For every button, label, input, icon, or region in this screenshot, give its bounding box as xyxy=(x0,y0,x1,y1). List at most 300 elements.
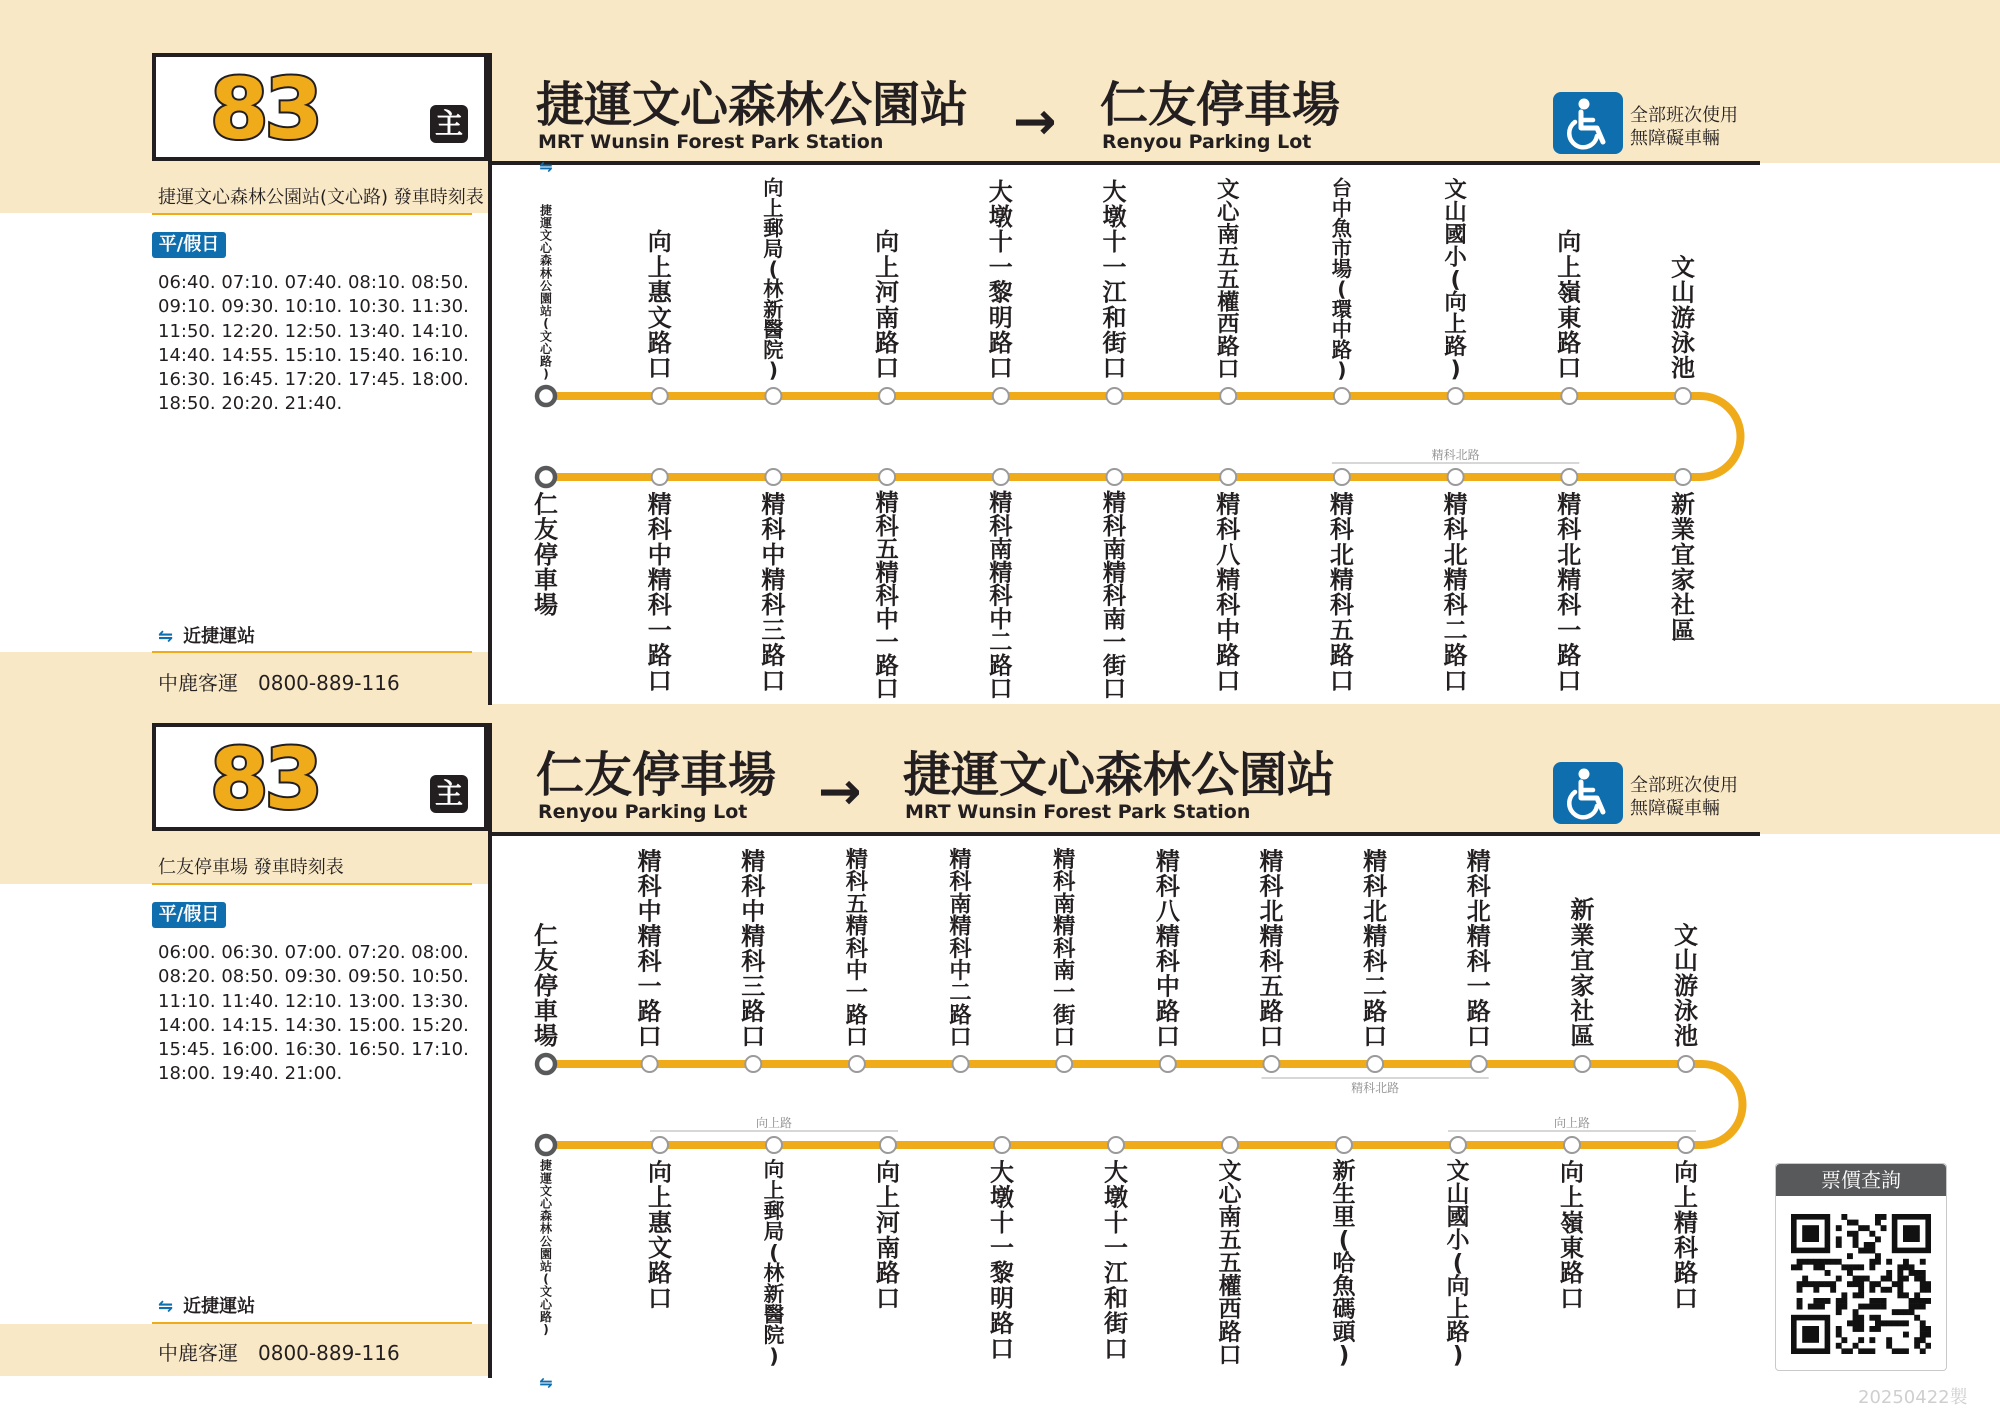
qr-module xyxy=(1858,1315,1864,1321)
qr-module xyxy=(1853,1326,1859,1332)
qr-module xyxy=(1864,1304,1870,1310)
qr-code[interactable] xyxy=(1791,1214,1931,1354)
stop-label: 文山游泳池 xyxy=(1671,253,1695,383)
qr-module xyxy=(1830,1281,1836,1287)
qr-module xyxy=(1875,1259,1881,1265)
bus-stop xyxy=(1336,1137,1352,1153)
qr-module xyxy=(1886,1287,1892,1293)
qr-module xyxy=(1881,1276,1887,1282)
qr-module xyxy=(1920,1270,1926,1276)
qr-module xyxy=(1897,1287,1903,1293)
stop-label: 向上精科路口 xyxy=(1674,1158,1698,1313)
qr-module xyxy=(1830,1287,1836,1293)
qr-module xyxy=(1881,1298,1887,1304)
stop-label: 大墩十一江和街口 xyxy=(1104,1158,1128,1363)
stop-label: 向上郵局(林新醫院) xyxy=(763,1157,785,1368)
bus-stop xyxy=(1561,469,1577,485)
qr-module xyxy=(1920,1259,1926,1265)
times-row: 14:40. 14:55. 15:10. 15:40. 16:10. xyxy=(158,344,469,366)
origin-station-en: Renyou Parking Lot xyxy=(538,801,748,823)
stop-label: 精科南精科中二路口 xyxy=(989,489,1013,703)
stop-label: 大墩十一黎明路口 xyxy=(990,1158,1014,1363)
qr-module xyxy=(1858,1326,1864,1332)
qr-module xyxy=(1847,1231,1853,1237)
stop-label: 新業宜家社區 xyxy=(1570,896,1595,1051)
qr-module xyxy=(1858,1281,1864,1287)
mrt-icon: ⇋ xyxy=(158,1296,174,1317)
bus-stop xyxy=(1367,1056,1383,1072)
qr-module xyxy=(1853,1309,1859,1315)
qr-module xyxy=(1858,1287,1864,1293)
bus-stop xyxy=(880,1137,896,1153)
stop-label: 精科北精科一路口 xyxy=(1466,847,1491,1051)
stop-label: 捷運文心森林公園站(文心路) xyxy=(539,1158,553,1337)
qr-module xyxy=(1836,1343,1842,1349)
bus-stop xyxy=(1107,388,1123,404)
qr-module xyxy=(1808,1281,1814,1287)
main-route-badge: 主 xyxy=(430,105,468,143)
bus-stop xyxy=(745,1056,761,1072)
qr-module xyxy=(1903,1259,1909,1265)
bus-stop xyxy=(1160,1056,1176,1072)
times-row: 08:20. 08:50. 09:30. 09:50. 10:50. xyxy=(158,966,469,988)
qr-module xyxy=(1819,1281,1825,1287)
qr-module xyxy=(1841,1337,1847,1343)
terminal-stop xyxy=(537,387,555,405)
qr-module xyxy=(1847,1348,1853,1354)
qr-module xyxy=(1886,1270,1892,1276)
qr-module xyxy=(1875,1315,1881,1321)
qr-module xyxy=(1925,1343,1931,1349)
stop-label: 精科北精科二路口 xyxy=(1443,490,1468,695)
stop-label: 新生里(哈魚碼頭) xyxy=(1332,1158,1356,1369)
bus-stop xyxy=(652,1137,668,1153)
stop-label: 捷運文心森林公園站(文心路) xyxy=(539,203,553,382)
qr-module xyxy=(1897,1320,1903,1326)
qr-module xyxy=(1797,1281,1803,1287)
stop-label: 精科北精科一路口 xyxy=(1557,490,1582,695)
qr-module xyxy=(1925,1332,1931,1338)
qr-module xyxy=(1875,1214,1881,1220)
qr-finder xyxy=(1802,1225,1819,1242)
qr-module xyxy=(1853,1236,1859,1242)
qr-module xyxy=(1825,1270,1831,1276)
times-row: 06:40. 07:10. 07:40. 08:10. 08:50. xyxy=(158,272,469,293)
qr-module xyxy=(1869,1287,1875,1293)
qr-module xyxy=(1847,1270,1853,1276)
qr-module xyxy=(1802,1276,1808,1282)
day-type-badge: 平/假日 xyxy=(152,902,226,928)
qr-module xyxy=(1853,1242,1859,1248)
bus-stop xyxy=(1471,1056,1487,1072)
bus-stop xyxy=(1263,1056,1279,1072)
stop-label: 大墩十一江和街口 xyxy=(1102,177,1127,383)
stop-label: 文山游泳池 xyxy=(1674,921,1698,1051)
qr-module xyxy=(1914,1315,1920,1321)
qr-module xyxy=(1847,1320,1853,1326)
qr-module xyxy=(1869,1326,1875,1332)
stop-label: 向上惠文路口 xyxy=(648,1158,672,1313)
route-number: 83 xyxy=(210,60,319,158)
bus-stop xyxy=(879,388,895,404)
stop-label: 精科南精科中二路口 xyxy=(949,846,972,1051)
qr-module xyxy=(1903,1292,1909,1298)
qr-module xyxy=(1881,1214,1887,1220)
qr-module xyxy=(1791,1264,1797,1270)
qr-module xyxy=(1881,1320,1887,1326)
qr-module xyxy=(1797,1264,1803,1270)
bus-stop xyxy=(1334,469,1350,485)
stop-label: 精科中精科三路口 xyxy=(761,490,786,695)
times-row: 14:00. 14:15. 14:30. 15:00. 15:20. xyxy=(158,1014,469,1036)
stop-label: 精科中精科一路口 xyxy=(647,490,672,695)
bus-stop xyxy=(1108,1137,1124,1153)
qr-module xyxy=(1881,1287,1887,1293)
qr-module xyxy=(1858,1320,1864,1326)
bus-stop xyxy=(879,469,895,485)
qr-module xyxy=(1841,1292,1847,1298)
road-note-label: 精科北路 xyxy=(1431,448,1480,462)
qr-module xyxy=(1920,1348,1926,1354)
bus-stop xyxy=(1334,388,1350,404)
times-row: 18:50. 20:20. 21:40. xyxy=(158,393,343,415)
qr-module xyxy=(1914,1270,1920,1276)
qr-module xyxy=(1909,1309,1915,1315)
qr-module xyxy=(1920,1287,1926,1293)
terminal-stop xyxy=(537,468,555,486)
qr-module xyxy=(1875,1220,1881,1226)
qr-module xyxy=(1892,1348,1898,1354)
qr-module xyxy=(1897,1348,1903,1354)
qr-module xyxy=(1813,1304,1819,1310)
qr-module xyxy=(1903,1320,1909,1326)
qr-module xyxy=(1920,1320,1926,1326)
terminal-stop xyxy=(537,1136,555,1154)
qr-module xyxy=(1836,1309,1842,1315)
qr-module xyxy=(1797,1259,1803,1265)
stop-label: 精科五精科中一路口 xyxy=(875,489,899,703)
qr-module xyxy=(1869,1264,1875,1270)
stop-label: 向上嶺東路口 xyxy=(1560,1158,1584,1313)
qr-module xyxy=(1836,1298,1842,1304)
qr-module xyxy=(1875,1326,1881,1332)
bus-stop xyxy=(1220,388,1236,404)
qr-module xyxy=(1869,1281,1875,1287)
qr-module xyxy=(1858,1248,1864,1254)
qr-module xyxy=(1897,1309,1903,1315)
bus-stop xyxy=(849,1056,865,1072)
qr-module xyxy=(1864,1276,1870,1282)
qr-module xyxy=(1841,1214,1847,1220)
qr-module xyxy=(1909,1304,1915,1310)
bus-stop xyxy=(1448,388,1464,404)
qr-module xyxy=(1853,1281,1859,1287)
stop-label: 向上河南路口 xyxy=(875,228,900,383)
qr-module xyxy=(1836,1259,1842,1265)
bus-stop xyxy=(652,388,668,404)
qr-module xyxy=(1825,1298,1831,1304)
road-note-label: 精科北路 xyxy=(1351,1081,1400,1095)
bus-stop xyxy=(652,469,668,485)
qr-module xyxy=(1819,1264,1825,1270)
qr-module xyxy=(1864,1242,1870,1248)
times-row: 16:30. 16:45. 17:20. 17:45. 18:00. xyxy=(158,369,469,391)
bus-stop xyxy=(1675,469,1691,485)
qr-module xyxy=(1920,1298,1926,1304)
qr-module xyxy=(1920,1337,1926,1343)
qr-module xyxy=(1897,1281,1903,1287)
qr-module xyxy=(1858,1264,1864,1270)
road-note-label: 向上路 xyxy=(755,1116,793,1130)
near-mrt-label: 近捷運站 xyxy=(183,1296,256,1317)
qr-module xyxy=(1897,1292,1903,1298)
qr-module xyxy=(1853,1343,1859,1349)
qr-module xyxy=(1903,1264,1909,1270)
qr-module xyxy=(1841,1298,1847,1304)
bus-stop xyxy=(766,1137,782,1153)
bus-stop xyxy=(994,1137,1010,1153)
road-note-label: 向上路 xyxy=(1553,1116,1591,1130)
qr-module xyxy=(1925,1287,1931,1293)
operator-info: 中鹿客運 0800-889-116 xyxy=(158,1341,400,1365)
qr-module xyxy=(1875,1253,1881,1259)
qr-module xyxy=(1920,1281,1926,1287)
direction-arrow: → xyxy=(818,762,862,822)
qr-module xyxy=(1909,1298,1915,1304)
qr-module xyxy=(1841,1348,1847,1354)
bus-stop xyxy=(642,1056,658,1072)
qr-module xyxy=(1914,1337,1920,1343)
qr-module xyxy=(1925,1298,1931,1304)
qr-module xyxy=(1864,1248,1870,1254)
qr-module xyxy=(1847,1253,1853,1259)
qr-module xyxy=(1886,1320,1892,1326)
times-row: 11:50. 12:20. 12:50. 13:40. 14:10. xyxy=(158,320,469,342)
qr-module xyxy=(1813,1259,1819,1265)
stop-label: 精科南精科南一街口 xyxy=(1053,846,1076,1051)
route-number: 83 xyxy=(210,730,319,828)
times-row: 18:00. 19:40. 21:00. xyxy=(158,1063,343,1085)
times-row: 06:00. 06:30. 07:00. 07:20. 08:00. xyxy=(158,942,469,963)
qr-module xyxy=(1836,1236,1842,1242)
stop-label: 精科北精科二路口 xyxy=(1363,847,1388,1051)
stop-label: 仁友停車場 xyxy=(534,490,558,620)
qr-module xyxy=(1813,1287,1819,1293)
qr-module xyxy=(1875,1236,1881,1242)
times-row: 11:10. 11:40. 12:10. 13:00. 13:30. xyxy=(158,990,469,1012)
qr-module xyxy=(1875,1304,1881,1310)
bus-stop xyxy=(1675,388,1691,404)
accessibility-line-2: 無障礙車輛 xyxy=(1630,128,1720,149)
qr-module xyxy=(1881,1304,1887,1310)
stop-label: 向上河南路口 xyxy=(876,1158,900,1313)
qr-module xyxy=(1836,1225,1842,1231)
qr-module xyxy=(1797,1304,1803,1310)
qr-module xyxy=(1875,1320,1881,1326)
stop-label: 精科八精科中路口 xyxy=(1155,847,1180,1051)
qr-module xyxy=(1875,1281,1881,1287)
qr-module xyxy=(1869,1304,1875,1310)
qr-module xyxy=(1864,1225,1870,1231)
bus-stop xyxy=(1678,1056,1694,1072)
bus-stop xyxy=(1448,469,1464,485)
origin-station-zh: 仁友停車場 xyxy=(536,747,777,803)
schedule-title: 仁友停車場 發車時刻表 xyxy=(158,857,344,878)
qr-module xyxy=(1858,1348,1864,1354)
stop-label: 文心南五五權西路口 xyxy=(1216,177,1240,383)
qr-module xyxy=(1808,1304,1814,1310)
qr-module xyxy=(1914,1292,1920,1298)
qr-module xyxy=(1897,1264,1903,1270)
qr-module xyxy=(1869,1248,1875,1254)
destination-station-en: Renyou Parking Lot xyxy=(1102,131,1312,153)
qr-module xyxy=(1925,1281,1931,1287)
qr-module xyxy=(1830,1259,1836,1265)
accessibility-line-1: 全部班次使用 xyxy=(1630,775,1738,796)
qr-module xyxy=(1836,1326,1842,1332)
terminal-stop xyxy=(537,1055,555,1073)
qr-module xyxy=(1853,1315,1859,1321)
stop-label: 精科北精科五路口 xyxy=(1329,490,1354,695)
qr-module xyxy=(1858,1304,1864,1310)
destination-station-zh: 仁友停車場 xyxy=(1100,77,1341,133)
qr-module xyxy=(1847,1264,1853,1270)
near-mrt-label: 近捷運站 xyxy=(183,626,256,647)
qr-module xyxy=(1858,1225,1864,1231)
stop-label: 仁友停車場 xyxy=(534,921,558,1051)
stop-label: 精科中精科一路口 xyxy=(637,847,662,1051)
qr-module xyxy=(1914,1276,1920,1282)
qr-module xyxy=(1886,1259,1892,1265)
schedule-title: 捷運文心森林公園站(文心路) 發車時刻表 xyxy=(158,187,484,208)
bus-stop xyxy=(1450,1137,1466,1153)
stop-label: 精科五精科中一路口 xyxy=(845,846,869,1051)
times-row: 09:10. 09:30. 10:10. 10:30. 11:30. xyxy=(158,296,469,318)
qr-module xyxy=(1853,1220,1859,1226)
qr-module xyxy=(1808,1259,1814,1265)
qr-module xyxy=(1869,1337,1875,1343)
route-line xyxy=(546,396,1741,477)
qr-module xyxy=(1858,1292,1864,1298)
qr-module xyxy=(1897,1270,1903,1276)
destination-station-en: MRT Wunsin Forest Park Station xyxy=(905,801,1251,823)
qr-module xyxy=(1869,1298,1875,1304)
print-date: 20250422製 xyxy=(1858,1387,1968,1408)
operator-info: 中鹿客運 0800-889-116 xyxy=(158,671,400,695)
bus-stop xyxy=(1107,469,1123,485)
qr-module xyxy=(1853,1231,1859,1237)
bus-stop xyxy=(1564,1137,1580,1153)
qr-module xyxy=(1847,1281,1853,1287)
qr-module xyxy=(1836,1304,1842,1310)
stop-label: 精科北精科五路口 xyxy=(1259,847,1284,1051)
qr-module xyxy=(1864,1348,1870,1354)
day-type-badge: 平/假日 xyxy=(152,232,226,258)
bus-stop xyxy=(765,469,781,485)
qr-module xyxy=(1853,1320,1859,1326)
qr-module xyxy=(1903,1348,1909,1354)
bus-stop xyxy=(993,469,1009,485)
bus-stop xyxy=(1574,1056,1590,1072)
fare-qr-panel[interactable] xyxy=(1775,1163,1947,1371)
qr-module xyxy=(1892,1281,1898,1287)
qr-module xyxy=(1841,1304,1847,1310)
qr-module xyxy=(1825,1281,1831,1287)
qr-module xyxy=(1892,1309,1898,1315)
qr-module xyxy=(1869,1231,1875,1237)
qr-module xyxy=(1869,1259,1875,1265)
mrt-icon: ⇋ xyxy=(539,157,553,176)
accessibility-line-2: 無障礙車輛 xyxy=(1630,798,1720,819)
qr-module xyxy=(1858,1276,1864,1282)
qr-module xyxy=(1802,1259,1808,1265)
stop-label: 精科八精科中路口 xyxy=(1216,490,1241,695)
bus-stop xyxy=(993,388,1009,404)
stop-label: 向上惠文路口 xyxy=(647,228,672,383)
bus-stop xyxy=(1222,1137,1238,1153)
qr-module xyxy=(1903,1332,1909,1338)
qr-module xyxy=(1813,1281,1819,1287)
accessibility-line-1: 全部班次使用 xyxy=(1630,105,1738,126)
stop-label: 向上郵局(林新醫院) xyxy=(763,176,784,382)
qr-module xyxy=(1909,1264,1915,1270)
qr-module xyxy=(1886,1343,1892,1349)
qr-module xyxy=(1920,1326,1926,1332)
main-route-badge: 主 xyxy=(430,775,468,813)
bus-stop xyxy=(1561,388,1577,404)
qr-finder xyxy=(1903,1225,1920,1242)
origin-station-zh: 捷運文心森林公園站 xyxy=(536,77,969,133)
qr-module xyxy=(1869,1242,1875,1248)
qr-module xyxy=(1920,1304,1926,1310)
qr-module xyxy=(1858,1337,1864,1343)
qr-module xyxy=(1836,1242,1842,1248)
stop-label: 文心南五五權西路口 xyxy=(1218,1158,1242,1369)
stop-label: 大墩十一黎明路口 xyxy=(988,177,1013,383)
qr-module xyxy=(1914,1343,1920,1349)
qr-module xyxy=(1886,1337,1892,1343)
qr-module xyxy=(1819,1298,1825,1304)
qr-module xyxy=(1813,1298,1819,1304)
fare-qr-title: 票價查詢 xyxy=(1776,1164,1946,1196)
mrt-icon: ⇋ xyxy=(539,1373,553,1392)
qr-module xyxy=(1897,1276,1903,1282)
bus-stop xyxy=(765,388,781,404)
qr-module xyxy=(1914,1304,1920,1310)
stop-label: 向上嶺東路口 xyxy=(1557,228,1582,383)
qr-module xyxy=(1914,1298,1920,1304)
qr-module xyxy=(1920,1276,1926,1282)
qr-module xyxy=(1853,1292,1859,1298)
qr-module xyxy=(1875,1298,1881,1304)
qr-module xyxy=(1886,1276,1892,1282)
qr-finder xyxy=(1802,1326,1819,1343)
mrt-icon: ⇋ xyxy=(158,626,174,647)
qr-module xyxy=(1841,1264,1847,1270)
bus-stop xyxy=(1678,1137,1694,1153)
qr-module xyxy=(1825,1259,1831,1265)
qr-module xyxy=(1847,1220,1853,1226)
times-row: 15:45. 16:00. 16:30. 16:50. 17:10. xyxy=(158,1039,469,1061)
qr-module xyxy=(1920,1332,1926,1338)
qr-module xyxy=(1819,1259,1825,1265)
qr-module xyxy=(1797,1287,1803,1293)
qr-module xyxy=(1903,1276,1909,1282)
stop-label: 文山國小(向上路) xyxy=(1446,1158,1470,1369)
stop-label: 文山國小(向上路) xyxy=(1444,177,1467,383)
bus-stop xyxy=(1220,469,1236,485)
qr-module xyxy=(1869,1348,1875,1354)
